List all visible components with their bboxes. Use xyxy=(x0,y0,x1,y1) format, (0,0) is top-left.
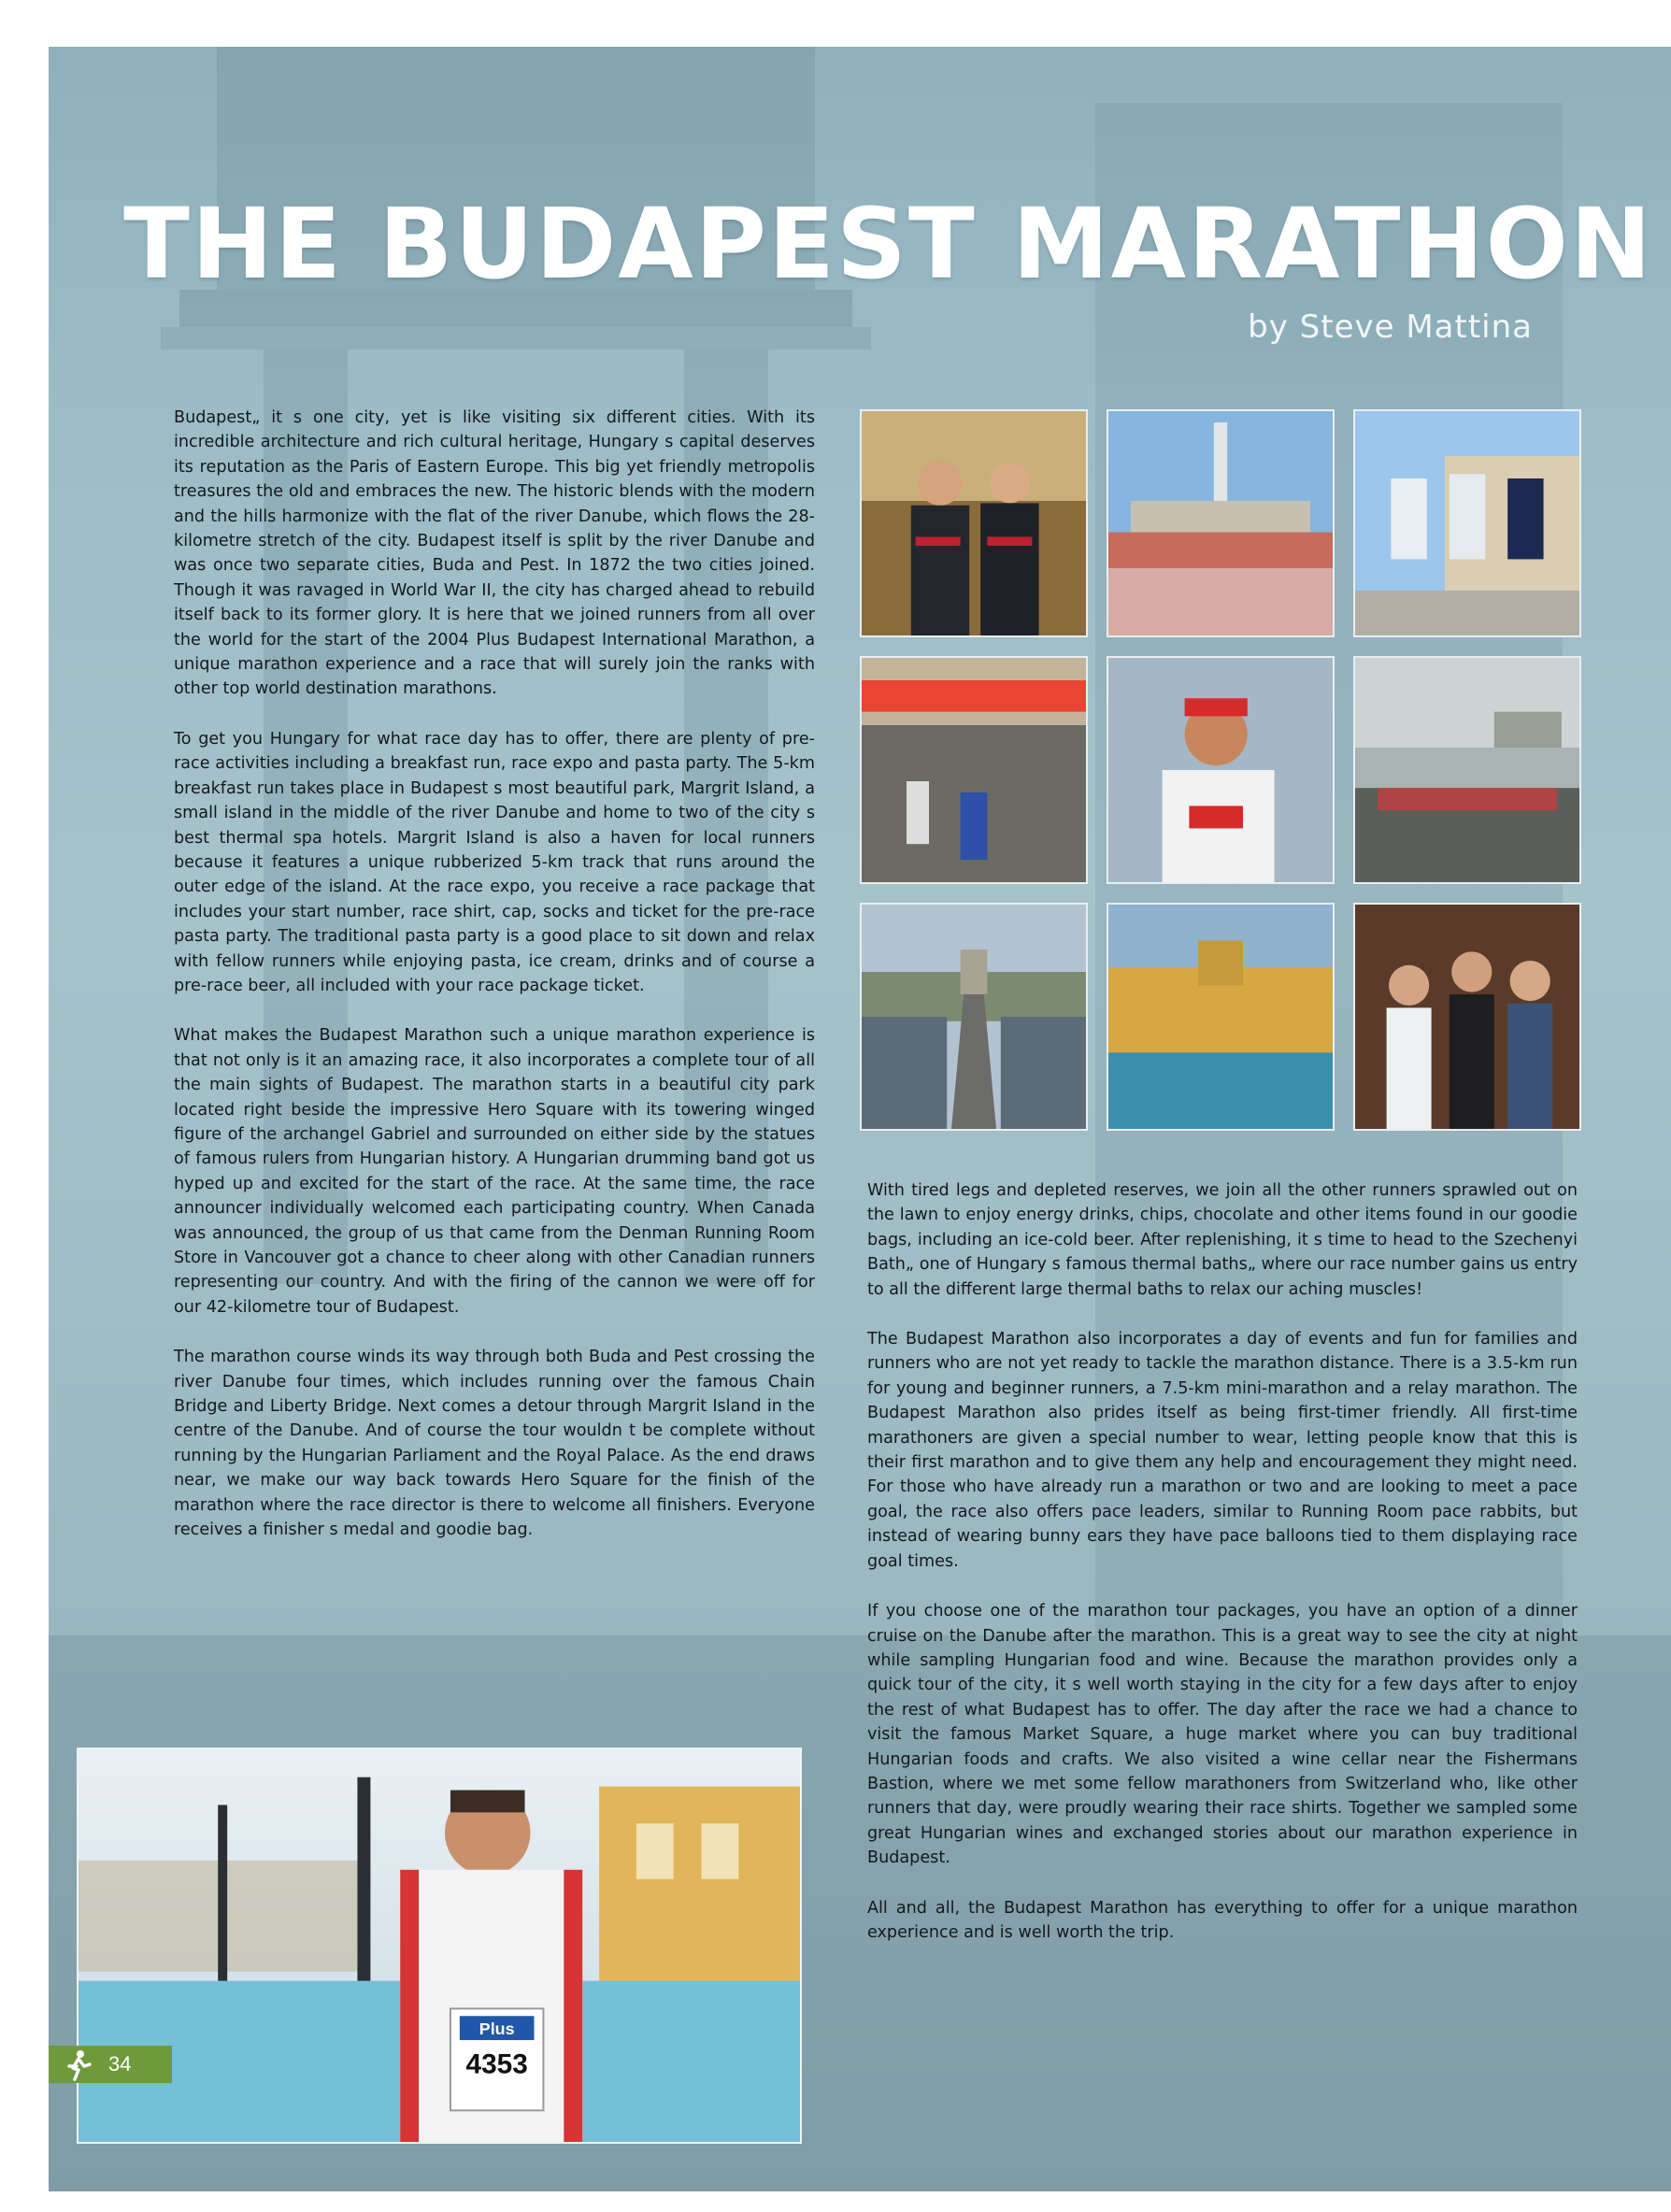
bib-brand: Plus xyxy=(478,2019,515,2039)
photo-two-men-expo xyxy=(860,409,1088,637)
page-number-tab xyxy=(49,2046,172,2083)
paragraph: What makes the Budapest Marathon such a unique marathon experience is that not only is it an amazing race, it also incorporates a complete tour of all the main sights of Budapest. The marathon starts in a beautiful city park located right beside the impressive Hero Square with its towering winged figure of the archangel Gabriel and surrounded on either side by the statues of famous rulers from Hungarian history. A Hungarian drumming band got us hyped up and excited for the start of the race. At the same time, the race announcer individually welcomed each participating country. When Canada was announced, the group of us that came from the Denman Running Room Store in Vancouver got a chance to cheer along with other Canadian runners representing our country. And with the firing of the cannon we were off for our 42-kilometre tour of Budapest. xyxy=(174,1026,815,1317)
paragraph: Budapest„ it s one city, yet is like visiting six different cities. With its incredible architecture and rich cultural heritage, Hungary s capital deserves its reputation as the Paris of Eastern Europe. This big yet friendly metropolis treasures the old and embraces the new. The historic blends with the modern and the hills harmonize with the flat of the river Danube, which flows the 28-kilometre stretch of the city. Budapest itself is split by the river Danube and was once two separate cities, Buda and Pest. In 1872 the two cities joined. Though it was ravaged in World War II, the city has charged ahead to rebuild itself back to its former glory. It is here that we joined runners from all over the world for the start of the 2004 Plus Budapest International Marathon, a unique marathon experience and a race that will surely join the ranks with other top world destination marathons. xyxy=(174,408,815,699)
page-number: 34 xyxy=(108,2052,132,2076)
paragraph: If you choose one of the marathon tour packages, you have an option of a dinner cruise on the Danube after the marathon. This is a great way to see the city at night while sampling Hungarian food and wine. Because the marathon provides only a quick tour of the city, it s well worth staying in the city for a few days after to enjoy the rest of what Budapest has to offer. The day after the race we had a chance to visit the famous Market Square, a huge market where you can buy traditional Hungarian foods and crafts. We also visited a wine cellar near the Fishermans Bastion, where we met some fellow marathoners from Switzerland who, like other runners that day, were proudly wearing their race shirts. Together we sampled some great Hungarian wines and exchanged stories about our marathon experience in Budapest. xyxy=(867,1602,1578,1868)
paragraph: To get you Hungary for what race day has to offer, there are plenty of pre-race activities including a breakfast run, race expo and pasta party. The 5-km breakfast run takes place in Budapest s most beautiful park, Margrit Island, a small island in the middle of the river Danube and home to two of the city s best thermal spa hotels. Margrit Island is also a haven for local runners because it features a unique rubberized 5-km track that runs around the outer edge of the island. At the race expo, you receive a race package that includes your start number, race shirt, cap, socks and ticket for the pre-race pasta party. The traditional pasta party is a good place to sit down and relax with fellow runners while enjoying pasta, ice cream, drinks and of course a pre-race beer, all included with your race package ticket. xyxy=(174,729,815,995)
photo-runner-canada-shirt xyxy=(1107,656,1335,884)
photo-chain-bridge xyxy=(860,903,1088,1131)
right-text-column xyxy=(867,1178,1578,1970)
article-title: THE BUDAPEST MARATHON xyxy=(123,187,1653,301)
paragraph: All and all, the Budapest Marathon has everything to offer for a unique marathon experience and is well worth the trip. xyxy=(867,1898,1578,1942)
bib-number: 4353 xyxy=(465,2048,528,2080)
photo-szechenyi-bath xyxy=(1107,903,1335,1131)
article-byline: by Steve Mattina xyxy=(1248,308,1533,346)
runner-with-bib-photo xyxy=(77,1748,802,2144)
photo-race-start xyxy=(860,656,1088,884)
photo-hero-square-crowd xyxy=(1107,409,1335,637)
runner-icon xyxy=(60,2046,97,2083)
photo-grid xyxy=(860,409,1581,1131)
photo-three-runners xyxy=(1353,409,1581,637)
left-text-column xyxy=(174,406,815,1567)
paragraph: The marathon course winds its way through both Buda and Pest crossing the river Danube four times, which includes running over the famous Chain Bridge and Liberty Bridge. Next comes a detour through Margrit Island in the centre of the Danube. And of course the tour wouldn t be complete without running by the Hungarian Parliament and the Royal Palace. As the end draws near, we make our way back towards Hero Square for the finish of the marathon where the race director is there to welcome all finishers. Everyone receives a finisher s medal and goodie bag. xyxy=(174,1348,815,1540)
paragraph: With tired legs and depleted reserves, we join all the other runners sprawled out on the lawn to enjoy energy drinks, chips, chocolate and other items found in our goodie bags, including an ice-cold beer. After replenishing, it s time to head to the Szechenyi Bath„ one of Hungary s famous thermal baths„ where our race number gains us entry to all the different large thermal baths to relax our aching muscles! xyxy=(867,1181,1578,1299)
paragraph: The Budapest Marathon also incorporates a day of events and fun for families and runners who are not yet ready to tackle the marathon distance. There is a 3.5-km run for young and beginner runners, a 7.5-km mini-marathon and a relay marathon. The Budapest Marathon also prides itself as being first-timer friendly. All first-time marathoners are given a special number to wear, letting people know that this is their first marathon and to give them any help and encouragement they might need. For those who have already run a marathon or two and are looking to meet a pace goal, the race also offers pace leaders, similar to Running Room pace rabbits, but instead of wearing bunny ears they have pace balloons tied to them displaying race goal times. xyxy=(867,1330,1578,1571)
photo-runners-group-pub xyxy=(1353,903,1581,1131)
photo-runners-danube-parliament xyxy=(1353,656,1581,884)
